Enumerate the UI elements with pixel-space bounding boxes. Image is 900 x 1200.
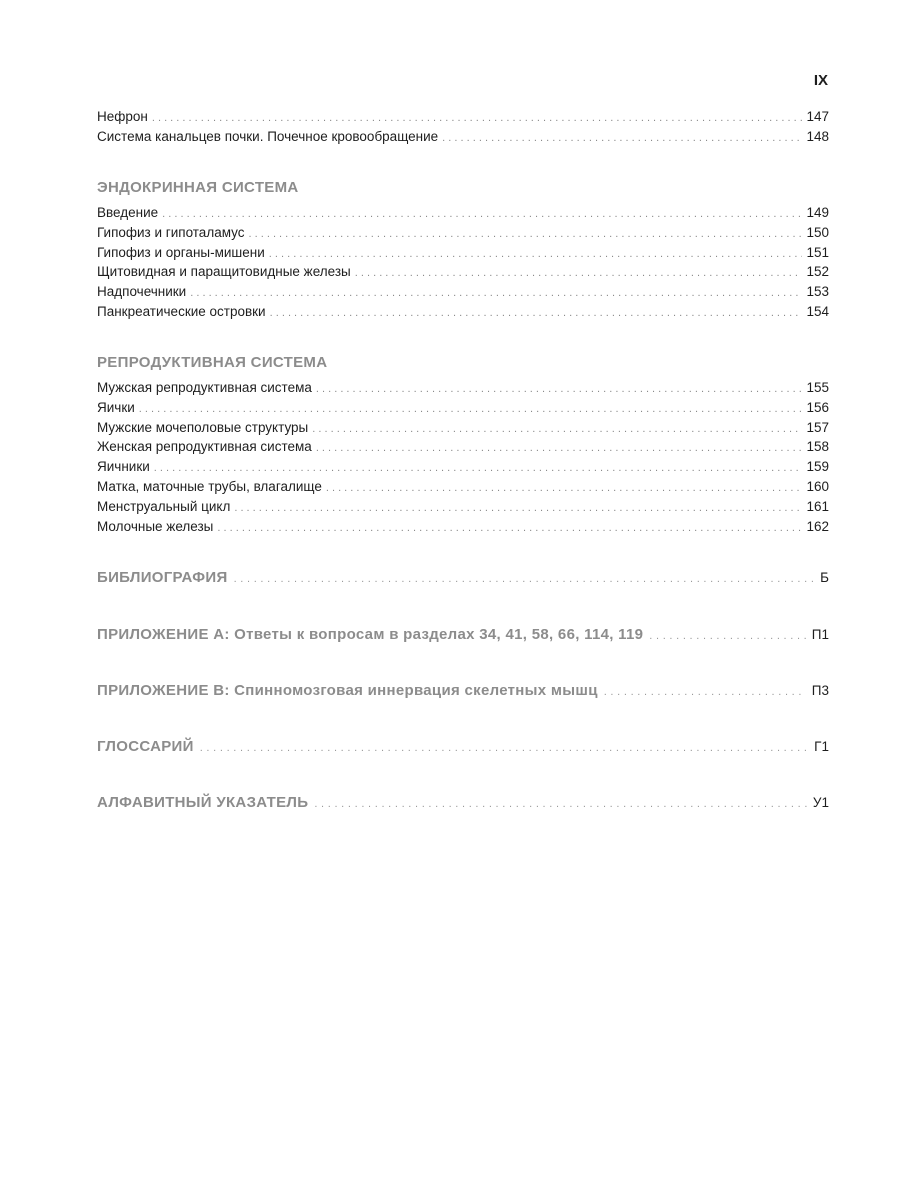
toc-entry-title: Матка, маточные трубы, влагалище [97,478,322,494]
toc-entry-page: 160 [806,478,829,494]
leader-dots [270,304,803,324]
section-heading: РЕПРОДУКТИВНАЯ СИСТЕМА [97,354,328,371]
toc-entry-page: 148 [806,128,829,144]
toc-entry-page: Г1 [814,739,829,754]
leader-dots [442,129,802,149]
toc-entry[interactable] [97,107,829,127]
toc-entry-title: Женская репродуктивная система [97,439,312,455]
section-heading: ЭНДОКРИННАЯ СИСТЕМА [97,179,299,196]
reproductive-section [97,352,829,536]
toc-entry[interactable] [97,243,829,263]
toc-entry[interactable] [97,282,829,302]
toc-entry-title: Яички [97,399,135,415]
leader-dots [162,205,802,225]
toc-entry-title: ГЛОССАРИЙ [97,738,194,755]
toc-entry-title: ПРИЛОЖЕНИЕ А: Ответы к вопросам в разделах 34, 41, 58, 66, 114, 119 [97,626,644,643]
toc-entry[interactable] [97,457,829,477]
toc-entry-title: Мужская репродуктивная система [97,380,312,395]
leader-dots [316,439,803,459]
leader-dots [314,793,807,815]
toc-entry-page: Б [820,570,829,585]
toc-entry-title: БИБЛИОГРАФИЯ [97,569,228,586]
toc-entry[interactable] [97,378,829,398]
toc-entry-page: 156 [806,399,829,415]
appendix-a-section [97,624,829,646]
toc-entry-title: Гипофиз и органы-мишени [97,244,265,260]
toc-entry[interactable] [97,477,829,497]
leader-dots [326,479,803,499]
toc-entry[interactable] [97,418,829,438]
toc-entry-page: 158 [806,439,829,455]
kidney-section [97,107,829,147]
toc-entry-page: 152 [806,264,829,280]
toc-entry-page: 149 [806,205,829,220]
leader-dots [190,284,802,304]
toc-entry-title: Система канальцев почки. Почечное кровообращение [97,128,439,144]
toc-entry-title: Нефрон [97,109,148,124]
toc-entry-title: Панкреатические островки [97,303,266,319]
leader-dots [234,568,815,590]
glossary-section [97,736,829,758]
toc-entry-page: 162 [806,518,829,534]
page-number: IX [813,72,828,89]
toc-entry-page: 147 [806,109,829,124]
toc-entry-title: АЛФАВИТНЫЙ УКАЗАТЕЛЬ [97,794,309,811]
toc-entry-glossary[interactable] [97,736,829,758]
leader-dots [217,519,802,539]
toc-entry-page: 155 [806,380,829,395]
toc-entry-page: 159 [806,459,829,475]
toc-entry-page: 157 [806,419,829,435]
leader-dots [604,681,806,703]
toc-entry-title: Введение [97,205,159,220]
toc-entry-bibliography[interactable] [97,567,829,589]
leader-dots [312,420,802,440]
toc-entry-page: П3 [811,683,829,698]
index-section [97,792,829,814]
leader-dots [316,380,803,400]
leader-dots [249,225,803,245]
leader-dots [355,264,803,284]
toc-entry[interactable] [97,398,829,418]
leader-dots [200,737,808,759]
toc-entry-title: ПРИЛОЖЕНИЕ В: Спинномозговая иннервация скелетных мышц [97,682,598,699]
toc-entry-page: 151 [806,244,829,260]
leader-dots [234,499,802,519]
toc-entry-title: Щитовидная и паращитовидные железы [97,264,351,280]
toc-entry-title: Менструальный цикл [97,498,231,514]
toc-entry-page: 150 [806,224,829,240]
toc-entry-title: Молочные железы [97,518,214,534]
toc-entry-appendix-a[interactable] [97,624,829,646]
toc-entry-title: Яичники [97,459,150,475]
toc-entry[interactable] [97,497,829,517]
toc-entry-appendix-b[interactable] [97,680,829,702]
toc-entry-page: У1 [812,795,829,810]
leader-dots [649,625,806,647]
toc-entry-title: Надпочечники [97,284,187,300]
appendix-b-section [97,680,829,702]
toc-entry-title: Мужские мочеполовые структуры [97,419,309,435]
toc-entry-page: 153 [806,284,829,300]
toc-entry[interactable] [97,517,829,537]
toc-entry-page: П1 [811,627,829,642]
toc-entry-page: 154 [806,303,829,319]
toc-entry[interactable] [97,203,829,223]
toc-entry-index[interactable] [97,792,829,814]
toc-entry[interactable] [97,437,829,457]
toc-entry-title: Гипофиз и гипоталамус [97,224,245,240]
toc-entry[interactable] [97,302,829,322]
toc-entry[interactable] [97,262,829,282]
toc-entry[interactable] [97,127,829,147]
endocrine-section [97,177,829,322]
toc-entry[interactable] [97,223,829,243]
toc-entry-page: 161 [806,498,829,514]
bibliography-section [97,567,829,589]
